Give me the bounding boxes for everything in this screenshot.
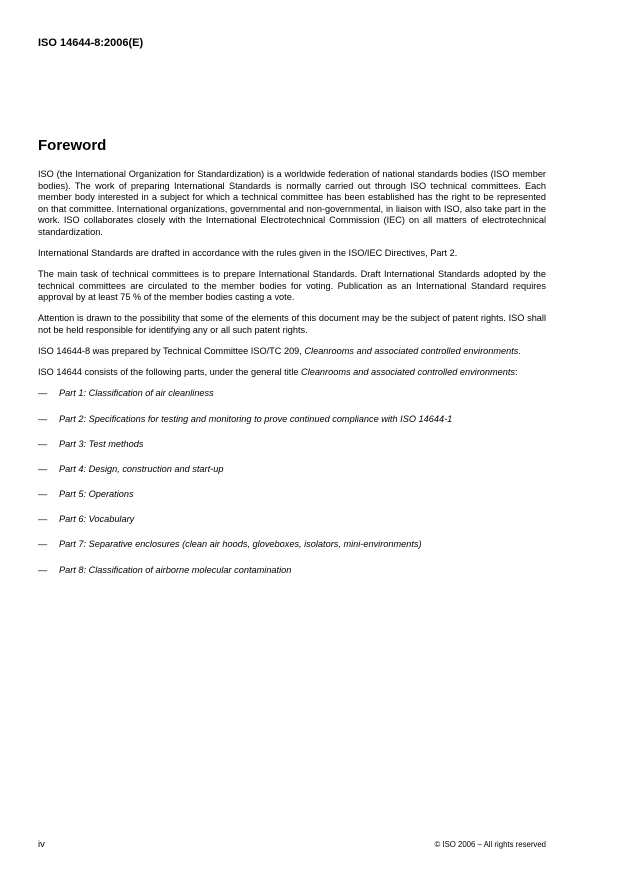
list-item bbox=[38, 414, 546, 439]
parts-list bbox=[38, 388, 546, 590]
list-dash: — bbox=[38, 489, 48, 500]
part-label: Part 5: Operations bbox=[59, 489, 134, 500]
list-item bbox=[38, 464, 546, 489]
prepared-by-end: . bbox=[518, 346, 521, 357]
list-item bbox=[38, 539, 546, 564]
list-item bbox=[38, 514, 546, 539]
page-title: Foreword bbox=[38, 137, 107, 154]
part-label: Part 7: Separative enclosures (clean air hoods, gloveboxes, isolators, mini-environments) bbox=[59, 539, 422, 550]
list-dash: — bbox=[38, 413, 48, 424]
part-label: Part 1: Classification of air cleanliness bbox=[59, 388, 214, 399]
part-label: Part 3: Test methods bbox=[59, 438, 144, 449]
paragraph-committee-task: The main task of technical committees is to prepare International Standards. Draft International Standards adopted by the technical committees are circulated to the member bodies for voting. Publication as an International Standard requires approval by at least 75 % of the member bodies casting a vote. bbox=[38, 269, 546, 303]
paragraph-patent-notice: Attention is drawn to the possibility that some of the elements of this document may be the subject of patent rights. ISO shall not be held responsible for identifying any or all such patent rights. bbox=[38, 313, 546, 336]
part-label: Part 2: Specifications for testing and monitoring to prove continued compliance with ISO 14644-1 bbox=[59, 413, 453, 424]
paragraph-parts-intro bbox=[38, 367, 546, 379]
paragraph-iso-intro: ISO (the International Organization for Standardization) is a worldwide federation of national standards bodies (ISO member bodies). The work of preparing International Standards is normally carried out through ISO technical committees. Each member body interested in a subject for which a technical committee has been established has the right to be represented on that committee. International organizations, governmental and non-governmental, in liaison with ISO, also take part in the work. ISO collaborates closely with the International Electrotechnical Commission (IEC) on all matters of electrotechnical standardization. bbox=[38, 169, 546, 237]
part-label: Part 8: Classification of airborne molecular contamination bbox=[59, 564, 292, 575]
list-item bbox=[38, 388, 546, 413]
list-item bbox=[38, 489, 546, 514]
list-dash: — bbox=[38, 388, 48, 399]
page-number: iv bbox=[38, 839, 45, 850]
paragraph-prepared-by bbox=[38, 346, 546, 358]
list-dash: — bbox=[38, 463, 48, 474]
document-header: ISO 14644-8:2006(E) bbox=[38, 37, 144, 49]
prepared-by-text: ISO 14644-8 was prepared by Technical Committee ISO/TC 209, bbox=[38, 346, 305, 357]
list-item bbox=[38, 565, 546, 590]
part-label: Part 6: Vocabulary bbox=[59, 514, 135, 525]
prepared-by-title: Cleanrooms and associated controlled environments bbox=[304, 346, 519, 357]
part-label: Part 4: Design, construction and start-up bbox=[59, 463, 224, 474]
copyright-notice: © ISO 2006 – All rights reserved bbox=[434, 840, 546, 849]
list-dash: — bbox=[38, 539, 48, 550]
parts-intro-title: Cleanrooms and associated controlled environments bbox=[301, 367, 516, 378]
list-item bbox=[38, 439, 546, 464]
parts-intro-end: : bbox=[515, 367, 518, 378]
list-dash: — bbox=[38, 438, 48, 449]
list-dash: — bbox=[38, 514, 48, 525]
parts-intro-text: ISO 14644 consists of the following parts, under the general title bbox=[38, 367, 302, 378]
paragraph-directives: International Standards are drafted in accordance with the rules given in the ISO/IEC Directives, Part 2. bbox=[38, 248, 458, 259]
list-dash: — bbox=[38, 564, 48, 575]
foreword-body bbox=[38, 169, 546, 590]
